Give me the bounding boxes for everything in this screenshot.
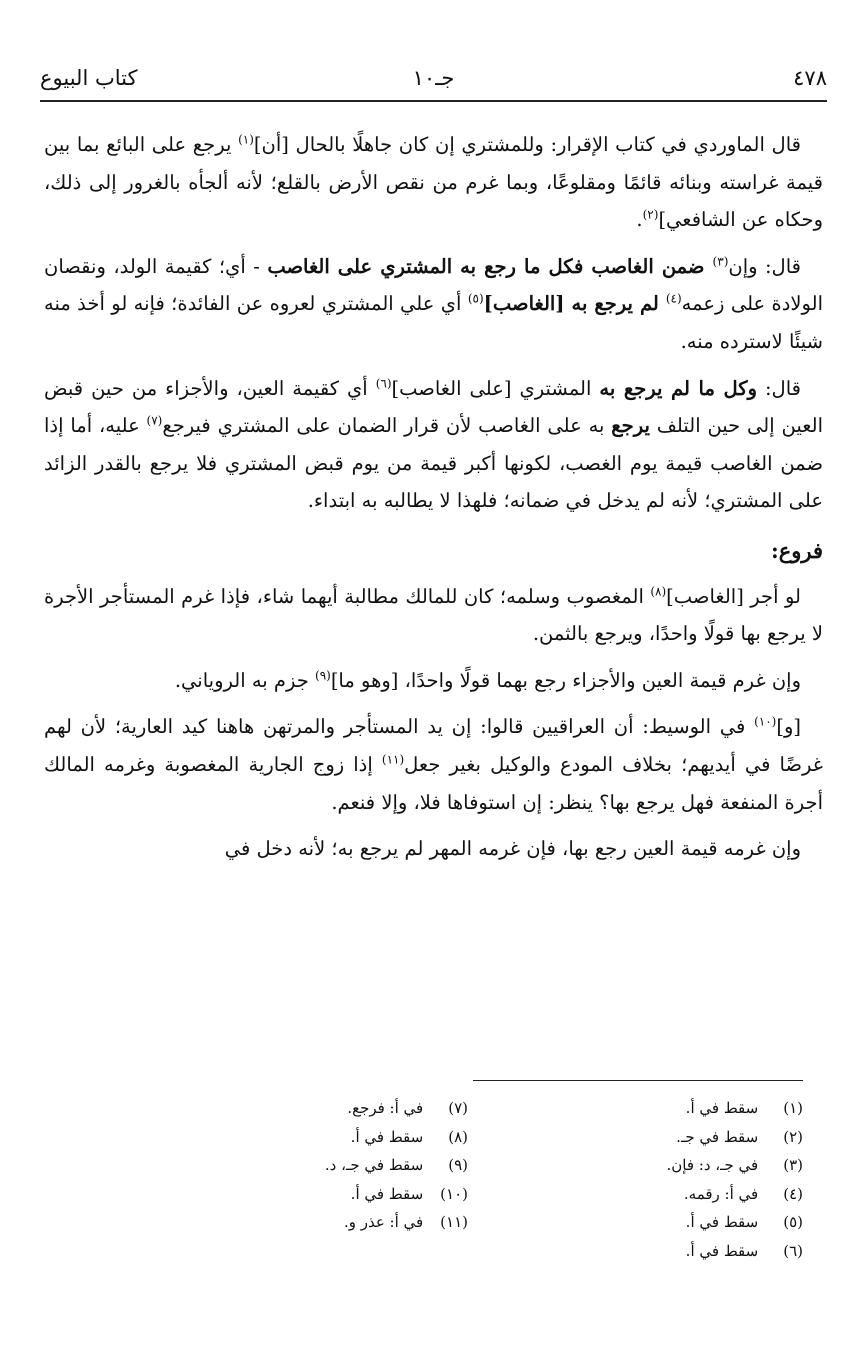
footnote-marker: (٧) [146,413,163,428]
text-run: وإن غرم قيمة العين والأجزاء رجع بهما قولًا واحدًا، [وهو ما] [330,668,801,692]
footnote-text: سقط في أ. [685,1213,759,1231]
paragraph [44,662,823,700]
footnote-number: (١٠) [440,1184,468,1203]
footnote-text: في أ: فرجع. [347,1099,424,1117]
footnote-number: (٢) [783,1127,803,1146]
footnote-marker: (٥) [467,291,484,306]
paragraph [44,830,823,868]
text-run: جزم به الروياني. [174,668,315,692]
text-run: أي علي المشتري لعروه عن الفائدة؛ فإنه لو أخذ منه شيئًا لاسترده منه. [44,292,823,353]
text-run: المشتري [على الغاصب] [391,376,600,400]
paragraph [44,126,823,239]
footnote-text: في أ: رقمه. [683,1184,759,1203]
footnote [513,1180,803,1209]
footnote-marker: (١٠) [754,714,777,729]
footnote-text: سقط في جـ. [676,1127,759,1146]
bold-text-run: لم يرجع به [الغاصب] [483,292,666,316]
footnote-marker: (٨) [650,584,667,599]
footnote-text: سقط في أ. [685,1099,759,1117]
footnote-marker: (١) [238,132,254,147]
page-number: ٤٧٨ [793,66,827,90]
footnote-marker: (٢) [642,207,659,222]
footnote-text: سقط في جـ، د. [324,1156,424,1174]
paragraph [44,248,823,361]
footnote-number: (٩) [448,1156,468,1174]
footnote [513,1208,803,1237]
text-run: به على الغاصب لأن قرار الضمان على المشتري فيرجع [162,414,612,438]
text-run: [و] [776,715,801,739]
text-run: عليه، أما إذا ضمن الغاصب قيمة يوم الغصب، لكونها أكبر قيمة من يوم قبض المشتري فلا يرجع بالقدر الزائد على المشتري؛ لأنه لم يدخل في ضمانه؛ فلهذا لا يطالبه به ابتداء. [44,414,823,513]
section-heading: فروع: [770,537,823,563]
footnotes-column-right [513,1094,803,1265]
footnote [178,1123,468,1152]
footnote-text: سقط في أ. [350,1184,424,1203]
text-run: في الوسيط: أن العراقيين قالوا: إن يد المستأجر والمرتهن هاهنا كيد العارية؛ لأن لهم غرضًا في أيديهم؛ بخلاف المودع والوكيل بغير جعل [44,715,823,776]
footnote-text: سقط في أ. [685,1241,759,1260]
footnote-marker: (١١) [381,752,405,767]
bold-text-run: ضمن الغاصب فكل ما رجع به المشتري على الغاصب [267,254,713,278]
text-run: قال: وإن [728,254,801,278]
footnote [178,1180,468,1209]
footnote-marker: (٤) [665,291,682,306]
footnote-text: سقط في أ. [350,1127,424,1146]
footnote-number: (٤) [783,1184,803,1203]
footnote-number: (٨) [448,1127,468,1146]
footnote-number: (٣) [783,1156,803,1174]
footnote-number: (٧) [448,1099,468,1117]
footnote [178,1208,468,1237]
footnote [178,1151,468,1180]
text-run: . [636,208,643,232]
text-run: المغصوب وسلمه؛ كان للمالك مطالبة أيهما شاء، فإذا غرم المستأجر الأجرة لا يرجع بها قولًا واحدًا، ويرجع بالثمن. [44,584,823,646]
footnote-text: في جـ، د: فإن. [666,1156,759,1174]
book-title: كتاب البيوع [40,66,138,90]
text-run: - أي؛ كقيمة الولد، ونقصان الولادة على زعمه [44,254,823,316]
text-run: قال الماوردي في كتاب الإقرار: وللمشتري إن كان جاهلًا بالحال [أن] [253,133,801,156]
footnote [513,1123,803,1152]
footnote-marker: (٩) [315,668,331,683]
footnote-number: (٦) [783,1241,803,1260]
paragraph [44,708,823,821]
text-run: إذا زوج الجارية المغصوبة وغرمه المالك أجرة المنفعة فهل يرجع بها؟ ينظر: إن استوفاها فلا، وإلا فنعم. [44,752,823,814]
paragraph [44,578,823,653]
footnote-number: (١١) [440,1213,468,1231]
footnote-text: في أ: عذر و. [343,1213,424,1231]
text-run: وإن غرمه قيمة العين رجع بها، فإن غرمه المهر لم يرجع به؛ لأنه دخل في [224,837,801,861]
footnote-marker: (٦) [375,376,392,391]
text-run: أي كقيمة العين، والأجزاء من حين قبض العين إلى حين التلف [44,376,823,438]
volume-label: جـ١٠ [412,66,455,90]
footnote [513,1237,803,1266]
footnote [178,1094,468,1123]
bold-text-run: يرجع [611,414,650,438]
header-divider [40,100,827,102]
bold-text-run: وكل ما لم يرجع به [599,376,757,400]
main-text [44,126,823,868]
text-run: يرجع على البائع بما بين قيمة غراسته وبنائه قائمًا ومقلوعًا، وبما غرم من نقص الأرض بالقلع؛ لأنه ألجأه بالغرور إلى ذلك، وحكاه عن الشافعي] [44,133,823,232]
footnote [513,1151,803,1180]
footnote-number: (٥) [783,1213,803,1231]
footnote-number: (١) [783,1099,803,1117]
footnote-divider [473,1080,803,1081]
text-run: قال: [756,376,801,400]
footnote [513,1094,803,1123]
running-header [40,62,827,98]
footnote-marker: (٣) [712,254,729,269]
paragraph [44,370,823,520]
text-run: لو أجر [الغاصب] [666,584,801,608]
footnotes-column-left [178,1094,468,1237]
